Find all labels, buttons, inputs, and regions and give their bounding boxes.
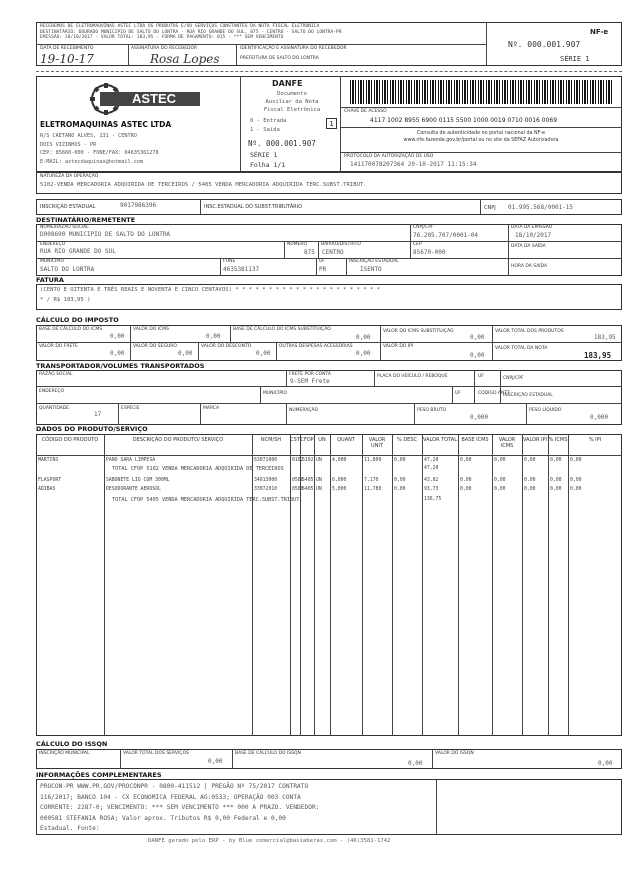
- additional-line-1: PROCON-PR WWW.PR.GOV/PROCONPR - 0800-411512 | PREGÃO Nº 75/2017 CONTRATO: [40, 783, 309, 790]
- transport-qty-label: QUANTIDADE: [39, 406, 70, 411]
- recipient-ie-label: INSCRIÇÃO ESTADUAL: [349, 259, 399, 264]
- danfe-series: SÉRIE 1: [250, 151, 278, 159]
- table-cell-total: 47,20: [424, 458, 439, 463]
- table-cell-desc: TOTAL CFOP 5102 VENDA MERCADORIA ADQUIRIDA DE TERCEIROS: [112, 466, 284, 472]
- table-cell-base: 0,00: [460, 487, 472, 492]
- table-cell-base: 0,00: [460, 458, 472, 463]
- tax-other-label: OUTRAS DESPESAS ACESSÓRIAS: [279, 344, 353, 349]
- transport-gross-value: 0,000: [470, 414, 489, 421]
- tax-other: 0,00: [356, 350, 371, 357]
- recipient-number-label: NÚMERO: [287, 242, 308, 247]
- table-cell-ncm: 33072010: [254, 487, 278, 492]
- transport-numbering-label: NUMERAÇÃO: [289, 408, 319, 413]
- additional-line-3: CORRENTE: 2287-0; VENCIMENTO: *** SEM VENCIMENTO *** 000 A PRAZO. VENDEDOR:: [40, 804, 320, 811]
- recipient-district-label: BAIRRO/DISTRITO: [321, 242, 361, 247]
- operation-ie-label: INSCRIÇÃO ESTADUAL: [40, 204, 96, 210]
- tax-ipi: 0,00: [470, 352, 485, 359]
- recipient-emission-label: DATA DA EMISSÃO: [511, 225, 553, 230]
- recipient-district-value: CENTRO: [322, 249, 344, 256]
- receipt-signature-value[interactable]: Rosa Lopes: [150, 52, 220, 66]
- danfe-folha: Folha 1/1: [250, 161, 286, 169]
- operation-label: NATUREZA DA OPERAÇÃO: [40, 174, 99, 179]
- danfe-title: DANFE: [272, 79, 303, 88]
- products-header-cell: VALOR IPI: [522, 437, 548, 443]
- tax-base-st: 0,00: [356, 334, 371, 341]
- recipient-cep-label: CEP: [413, 242, 422, 247]
- table-cell-cfop: 5405: [302, 478, 314, 483]
- table-cell-code: FLASPORT: [38, 478, 62, 483]
- products-column-divider: [252, 434, 253, 736]
- additional-line-4: 000581 STEFANIA ROSA; Valor aprox. Tributos R$ 0,00 Federal e 0,00: [40, 814, 286, 822]
- products-header-cell: % IPI: [588, 437, 602, 443]
- table-cell-un: UN: [316, 487, 322, 492]
- products-column-divider: [522, 434, 523, 736]
- tax-icms-st: 0,00: [470, 334, 485, 341]
- table-cell-disc: 0,00: [394, 487, 406, 492]
- additional-line-2: 116/2017; BANCO 104 - CX ECONOMICA FEDERAL AG:0533; OPERAÇÃO 003 CONTA: [40, 793, 301, 801]
- transport-section-title: TRANSPORTADOR/VOLUMES TRANSPORTADOS: [36, 362, 205, 370]
- tax-section-title: CÁLCULO DO IMPOSTO: [36, 316, 119, 324]
- table-cell-cfop: 5405: [302, 487, 314, 492]
- transport-ie-label: INSCRIÇÃO ESTADUAL: [503, 393, 553, 398]
- table-cell-unit: 11,800: [364, 458, 382, 463]
- issqn-section-title: CÁLCULO DO ISSQN: [36, 740, 108, 748]
- danfe-number: Nº. 000.001.907: [248, 139, 316, 148]
- table-cell-ipi: 0,00: [524, 478, 536, 483]
- emitter-name: ELETROMAQUINAS ASTEC LTDA: [40, 120, 172, 129]
- recipient-section-title: DESTINATÁRIO/REMETENTE: [36, 216, 136, 224]
- table-cell-ncm: 63071000: [254, 458, 278, 463]
- products-header-cell: QUANT: [337, 437, 355, 443]
- logo-text: ASTEC: [132, 91, 177, 106]
- products-header-cell: VALOR ICMS: [498, 437, 516, 449]
- transport-cnpj-label: CNPJ/CPF: [503, 376, 524, 381]
- recipient-cep-value: 85670-000: [413, 249, 446, 256]
- tax-base-icms-label: BASE DE CÁLCULO DO ICMS: [39, 327, 103, 332]
- table-cell-desc: PANO SARA LIMPESA: [106, 458, 156, 463]
- recipient-emission-value: 18/10/2017: [515, 232, 552, 239]
- transport-qty-value: 17: [94, 411, 102, 418]
- footer-text: DANFE gerado pelo ERP - by Blue comercial@basiaberas.com - (46)3581-1742: [148, 838, 391, 844]
- recipient-exit-date-label: DATA DA SAÍDA: [511, 244, 546, 249]
- emitter-cep-fone: CEP: 85660-000 - FONE/FAX: 04635361278: [40, 150, 159, 156]
- transport-name-label: RAZÃO SOCIAL: [39, 372, 73, 377]
- transport-uf2-label: UF: [455, 391, 461, 396]
- transport-plate-label: PLACA DO VEÍCULO / REBOQUE: [377, 374, 448, 379]
- tax-base-st-label: BASE DE CÁLCULO DO ICMS SUBSTITUIÇÃO: [233, 327, 331, 332]
- issqn-base: 0,00: [408, 760, 423, 767]
- tax-freight-label: VALOR DO FRETE: [39, 344, 78, 349]
- receipt-date-value[interactable]: 19-10-17: [40, 52, 94, 66]
- table-cell-ncm: 34013000: [254, 478, 278, 483]
- products-column-divider: [422, 434, 423, 736]
- products-column-divider: [568, 434, 569, 736]
- products-column-divider: [104, 434, 105, 736]
- emitter-address-2: DOIS VIZINHOS - PR: [40, 141, 97, 148]
- recipient-uf-label: UF: [319, 259, 325, 264]
- table-cell-base: 0,00: [460, 478, 472, 483]
- recipient-cnpj-value: 76.205.707/0001-04: [413, 232, 479, 239]
- transport-uf-label: UF: [478, 374, 484, 379]
- table-cell-desc: DESODORANTE AEROSOL: [106, 487, 161, 492]
- table-cell-icms: 0,00: [494, 478, 506, 483]
- transport-freight-value: 9-SEM Frete: [290, 378, 330, 385]
- danfe-entrada: 0 - Entrada: [250, 118, 287, 124]
- recipient-cnpj-label: CNPJ/CPF: [413, 225, 434, 230]
- recipient-name-label: NOME/RAZÃO SOCIAL: [40, 225, 89, 230]
- issqn-services-label: VALOR TOTAL DOS SERVIÇOS: [123, 751, 189, 756]
- tax-ipi-label: VALOR DO IPI: [383, 344, 414, 349]
- table-cell-ipi: 0,00: [524, 458, 536, 463]
- table-cell-unit: 11,780: [364, 487, 382, 492]
- products-header-cell: UN: [318, 437, 326, 443]
- danfe-sub-1: Documento: [277, 91, 307, 97]
- recipient-city-label: MUNICÍPIO: [40, 259, 64, 264]
- recipient-address-value: RUA RIO GRANDE DO SUL: [40, 248, 116, 255]
- access-barcode: [350, 80, 614, 104]
- transport-gross-label: PESO BRUTO: [417, 408, 447, 413]
- table-cell-picms: 0,00: [550, 458, 562, 463]
- cut-line: [36, 71, 622, 72]
- receipt-text-2: DESTINATÁRIO: DOURADO MUNICIPIO DE SALTO DO LONTRA - RUA RIO GRANDE DO SUL, 875 - CENTRO - SALTO DO LONTRA-PR: [40, 29, 342, 35]
- table-cell-cfop: 5102: [302, 458, 314, 463]
- invoice-section-title: FATURA: [36, 276, 64, 284]
- transport-brand-label: MARCA: [203, 406, 220, 411]
- products-header-cell: % DESC: [396, 437, 417, 443]
- table-cell-pipi: 0,00: [570, 478, 582, 483]
- table-cell-icms: 0,00: [494, 458, 506, 463]
- products-header-cell: CÓDIGO DO PRODUTO: [41, 437, 99, 443]
- table-cell-qty: 6,000: [332, 478, 347, 483]
- recipient-fone-value: 4635381137: [223, 266, 260, 273]
- table-cell-cst: 0500: [292, 478, 304, 483]
- tax-total-products: 183,95: [594, 334, 616, 341]
- receipt-text-3: EMISSÃO: 18/10/2017 - VALOR TOTAL: 183,95 - FORMA DE PAGAMENTO: 015 - *** SEM VENCIMENTO: [40, 35, 284, 41]
- tax-discount: 0,00: [256, 350, 271, 357]
- table-cell-desc: TOTAL CFOP 5405 VENDA MERCADORIA ADQUIRIDA TERC.SUBST.TRIBUT.: [112, 497, 303, 503]
- products-column-divider: [314, 434, 315, 736]
- additional-section-title: INFORMAÇÕES COMPLEMENTARES: [36, 771, 162, 779]
- table-cell-total: 43,02: [424, 478, 439, 483]
- products-header-cell: CFOP: [300, 437, 314, 443]
- table-cell-disc: 0,00: [394, 458, 406, 463]
- table-cell-total: 136,75: [424, 497, 442, 502]
- transport-address-label: ENDEREÇO: [39, 389, 65, 394]
- emitter-email: E-MAIL: astecdaquinas@hotmail.com: [40, 158, 144, 165]
- issqn-base-label: BASE DE CÁLCULO DO ISSQN: [235, 751, 301, 756]
- table-cell-qty: 5,000: [332, 487, 347, 492]
- products-column-divider: [290, 434, 291, 736]
- receipt-date-label: DATA DE RECEBIMENTO: [40, 46, 94, 51]
- table-cell-disc: 0,00: [394, 478, 406, 483]
- table-cell-picms: 0,00: [550, 487, 562, 492]
- table-cell-picms: 0,00: [550, 478, 562, 483]
- invoice-text-2: * / R$ 183,95 ): [40, 297, 91, 303]
- products-header-cell: VALOR UNIT: [368, 437, 386, 449]
- receipt-nfe-number: Nº. 000.001.907: [508, 40, 581, 49]
- tax-icms: 0,00: [206, 333, 221, 340]
- tax-insurance: 0,00: [178, 350, 193, 357]
- receipt-id-sub: PREFEITURA DE SALTO DO LONTRA: [240, 56, 319, 61]
- protocol-value: 141170078207364 20-10-2017 11:15:34: [350, 161, 477, 168]
- transport-city-label: MUNICÍPIO: [263, 391, 287, 396]
- products-column-divider: [362, 434, 363, 736]
- tax-icms-label: VALOR DO ICMS: [133, 327, 169, 332]
- products-header-cell: DESCRIÇÃO DO PRODUTO/ SERVIÇO: [132, 437, 224, 443]
- transport-net-value: 0,000: [590, 414, 609, 421]
- receipt-nfe-label: NF-e: [590, 28, 609, 36]
- products-header-cell: BASE ICMS: [461, 437, 489, 443]
- table-cell-total: 93,73: [424, 487, 439, 492]
- table-cell-pipi: 0,00: [570, 487, 582, 492]
- table-cell-ipi: 0,00: [524, 487, 536, 492]
- astec-logo: [88, 82, 200, 116]
- table-cell-qty: 4,000: [332, 458, 347, 463]
- issqn-value: 0,00: [598, 760, 613, 767]
- recipient-address-label: ENDEREÇO: [40, 242, 66, 247]
- table-cell-cst: 0102: [292, 458, 304, 463]
- recipient-exit-time-label: HORA DA SAÍDA: [511, 264, 548, 269]
- invoice-text-1: (CENTO E OITENTA E TRÊS REAIS E NOVENTA E CINCO CENTAVOS) * * * * * * * * * * * * * * * * * * * * * *: [40, 287, 381, 293]
- table-cell-icms: 0,00: [494, 487, 506, 492]
- table-cell-un: UN: [316, 478, 322, 483]
- products-column-divider: [330, 434, 331, 736]
- additional-line-5: Estadual. Fonte:: [40, 825, 100, 832]
- receipt-id-label: IDENTIFICAÇÃO E ASSINATURA DO RECEBEDOR: [240, 46, 347, 51]
- protocol-label: PROTOCOLO DA AUTORIZAÇÃO DE USO: [344, 154, 434, 159]
- tax-total-products-label: VALOR TOTAL DOS PRODUTOS: [495, 329, 564, 334]
- transport-antt-label: CÓDIGO ANTT: [478, 391, 510, 396]
- transport-freight-label: FRETE POR CONTA: [289, 372, 331, 377]
- table-cell-unit: 7,170: [364, 478, 379, 483]
- products-header-cell: VALOR TOTAL: [423, 437, 457, 443]
- table-cell-pipi: 0,00: [570, 458, 582, 463]
- emitter-address-1: R/S CAETANO ALVES, 131 - CENTRO: [40, 133, 137, 139]
- tax-freight: 0,00: [110, 350, 125, 357]
- transport-net-label: PESO LÍQUIDO: [529, 408, 562, 413]
- tax-total: 183,95: [584, 351, 612, 360]
- products-header-cell: CST: [290, 437, 300, 443]
- access-consult-1: Consulta de autenticidade no portal nacional da NF-e: [417, 131, 545, 136]
- operation-cnpj-label: CNPJ: [484, 205, 496, 211]
- tax-insurance-label: VALOR DO SEGURO: [133, 344, 177, 349]
- table-cell-code: MARTINS: [38, 458, 59, 463]
- products-header-cell: % ICMS: [548, 437, 568, 443]
- access-key-label: CHAVE DE ACESSO: [344, 109, 387, 114]
- tax-base-icms: 0,00: [110, 333, 125, 340]
- operation-cnpj-value: 01.995.568/0001-15: [508, 204, 574, 211]
- operation-ie-value: 9017986396: [120, 202, 157, 209]
- tax-icms-st-label: VALOR DO ICMS SUBSTITUIÇÃO: [383, 329, 454, 334]
- products-column-divider: [492, 434, 493, 736]
- issqn-im-label: INSCRIÇÃO MUNICIPAL: [39, 751, 90, 756]
- recipient-ie-value: ISENTO: [360, 266, 382, 273]
- products-section-title: DADOS DO PRODUTO/SERVIÇO: [36, 425, 148, 433]
- tax-discount-label: VALOR DO DESCONTO: [201, 344, 252, 349]
- access-consult-2[interactable]: www.nfe.fazenda.gov.br/portal ou no site da SEFAZ Autorizadora: [403, 138, 559, 143]
- receipt-nfe-series: SÉRIE 1: [560, 55, 590, 63]
- operation-ie-sub-label: INSC.ESTADUAL DO SUBST.TRIBUTÁRIO: [204, 204, 303, 210]
- products-column-divider: [458, 434, 459, 736]
- issqn-services: 0,00: [208, 758, 223, 765]
- recipient-city-value: SALTO DO LONTRA: [40, 266, 95, 273]
- products-column-divider: [392, 434, 393, 736]
- transport-species-label: ESPÉCIE: [121, 406, 140, 411]
- recipient-uf-value: PR: [319, 266, 327, 273]
- recipient-fone-label: FONE: [223, 259, 236, 264]
- tax-total-label: VALOR TOTAL DA NOTA: [495, 346, 548, 351]
- danfe-saida: 1 - Saída: [250, 127, 280, 133]
- table-cell-desc: SABONETE LIQ COM 300ML: [106, 478, 170, 483]
- receipt-signature-label: ASSINATURA DO RECEBEDOR: [131, 46, 198, 51]
- table-cell-un: UN: [316, 458, 322, 463]
- table-cell-cst: 0500: [292, 487, 304, 492]
- receipt-text-1: RECEBEMOS DE ELETROMAQUINAS ASTEC LTDA OS PRODUTOS E/OU SERVIÇOS CONSTANTES DA NOTA FISCAL ELETRÔNICA: [40, 24, 320, 29]
- recipient-name-value: D008690 MUNICIPIO DE SALTO DO LONTRA: [40, 231, 171, 238]
- recipient-number-value: 875: [304, 249, 315, 256]
- table-cell-total: 47,20: [424, 466, 439, 471]
- issqn-value-label: VALOR DO ISSQN: [435, 751, 474, 756]
- operation-value: 5102-VENDA MERCADORIA ADQUIRIDA DE TERCEIROS / 5405 VENDA MERCADORIA ADQUIRIDA TERC.SUBST.TRIBUT.: [40, 182, 367, 188]
- danfe-sub-3: Fiscal Eletrônica: [263, 107, 321, 113]
- danfe-sub-2: Auxiliar da Nota: [265, 99, 319, 105]
- products-header-cell: NCM/SH: [260, 437, 282, 443]
- access-key[interactable]: 4117 1002 8955 6900 0115 5500 1000 0019 0710 0016 0069: [370, 117, 558, 124]
- table-cell-code: ADIBAS: [38, 487, 56, 492]
- products-column-divider: [548, 434, 549, 736]
- danfe-type-box: 1: [326, 118, 337, 129]
